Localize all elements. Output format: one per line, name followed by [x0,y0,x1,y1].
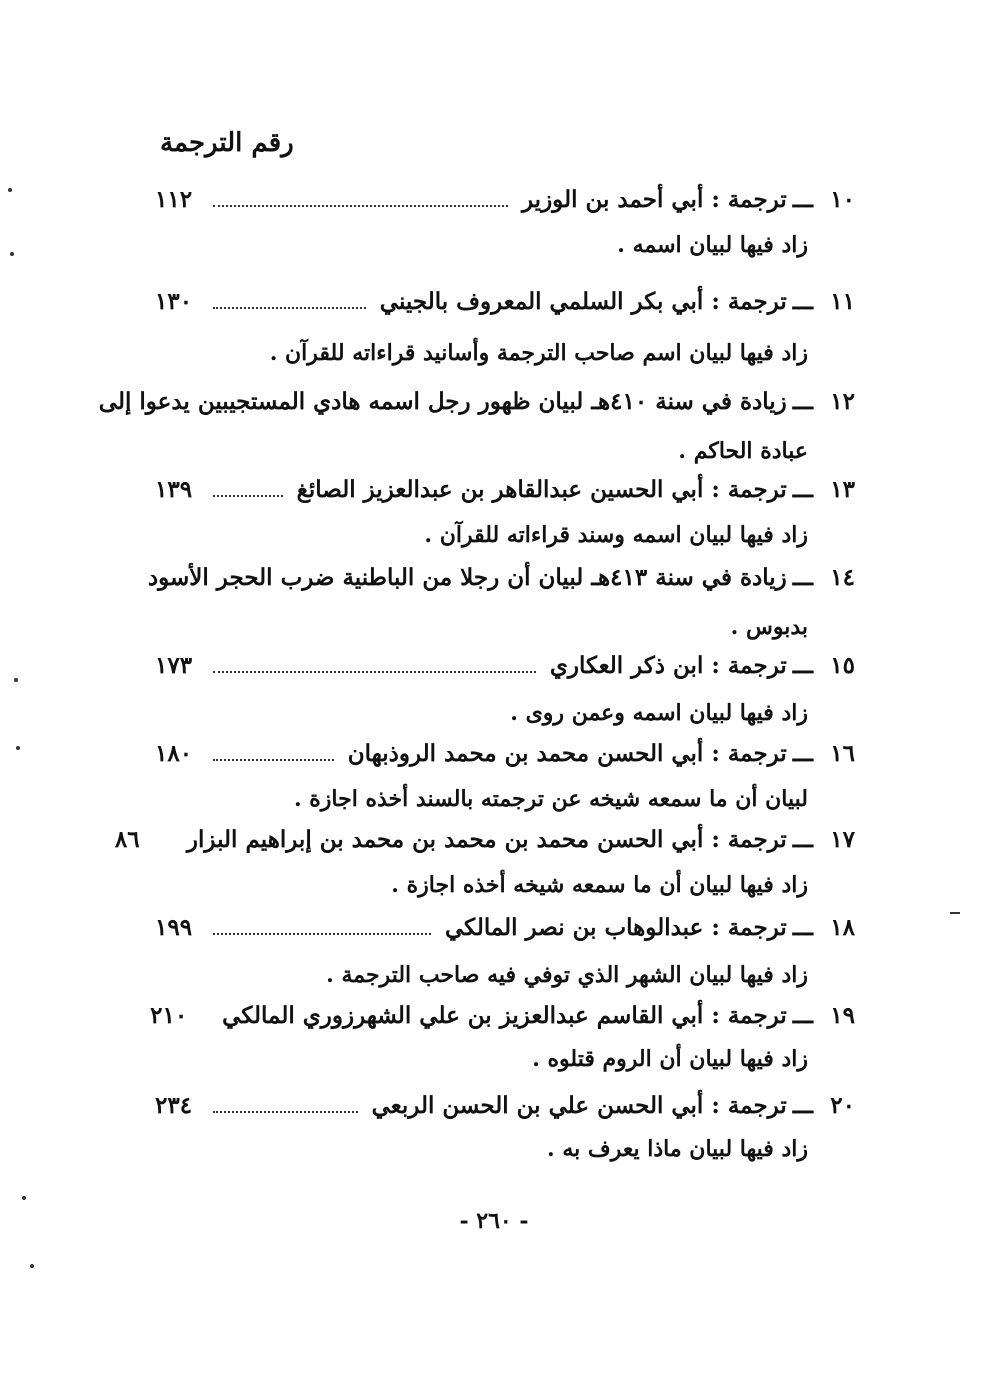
dot-leader [213,1111,358,1113]
entry-dash: ـــ [792,652,813,679]
entry-dash: ـــ [792,1002,813,1029]
entry-page-number: ١٣٩ [155,476,193,503]
dot-leader [213,671,536,673]
dot-leader [213,307,366,309]
entry-text: زيادة في سنة ٤١٠هـ لبيان ظهور رجل اسمه هادي المستجيبين يدعوا إلى [98,388,787,415]
dot-leader [213,933,431,935]
entry-note: زاد فيها لبيان ماذا يعرف به . [547,1136,808,1162]
index-entry [155,740,855,780]
entry-note: زاد فيها لبيان اسمه وعمن روى . [510,700,808,726]
scan-speck [950,912,960,914]
entry-text: ترجمة : أبي الحسن محمد بن محمد الروذبهان [347,740,787,767]
entry-dash: ـــ [792,826,813,853]
entry-text: ترجمة : أبي الحسن علي بن الحسن الربعي [371,1092,787,1119]
entry-text: ترجمة : أبي الحسين عبدالقاهر بن عبدالعزيز الصائغ [296,476,787,503]
entry-number: ١٣ [830,476,855,503]
entry-dash: ـــ [792,740,813,767]
entry-number: ١٤ [830,564,855,591]
entry-number: ١٧ [830,826,855,853]
index-entry [147,564,855,604]
entry-dash: ـــ [792,1092,813,1119]
entry-text: ترجمة : عبدالوهاب بن نصر المالكي [444,914,787,941]
entry-number: ١١ [830,288,855,315]
entry-dash: ـــ [792,186,813,213]
entry-number: ٢٠ [830,1092,855,1119]
entry-note: زاد فيها لبيان اسم صاحب الترجمة وأسانيد قراءاته للقرآن . [269,340,808,366]
entry-dash: ـــ [792,476,813,503]
page-footer-number: - ٢٦٠ - [459,1208,529,1234]
entry-note: زاد فيها لبيان أن ما سمعه شيخه أخذه اجازة . [391,872,808,898]
entry-dash: ـــ [792,564,813,591]
entry-note: بدبوس . [730,614,808,640]
entry-page-number: ١٨٠ [155,740,193,767]
entry-note: زاد فيها لبيان اسمه وسند قراءاته للقرآن . [424,522,808,548]
index-entry [155,186,855,226]
entry-page-number: ١١٢ [155,186,193,213]
page-header-label: رقم الترجمة [160,128,294,158]
entry-text: زيادة في سنة ٤١٣هـ لبيان أن رجلا من الباطنية ضرب الحجر الأسود [147,564,787,591]
entry-text: ترجمة : أبي الحسن محمد بن محمد بن محمد بن إبراهيم البزار [186,826,787,853]
entry-number: ١٥ [830,652,855,679]
entry-page-number: ١٧٣ [155,652,193,679]
entry-dash: ـــ [792,388,813,415]
entry-page-number: ٢٣٤ [155,1092,193,1119]
entry-dash: ـــ [792,914,813,941]
entry-number: ١٨ [830,914,855,941]
scan-speck [8,188,12,192]
index-entry [114,826,855,866]
entry-text: ترجمة : أبي بكر السلمي المعروف بالجيني [379,288,787,315]
scan-speck [22,1196,26,1200]
index-entry [155,1092,855,1132]
entry-note: زاد فيها لبيان اسمه . [617,232,808,258]
dot-leader [213,759,334,761]
entry-dash: ـــ [792,288,813,315]
entry-text: ترجمة : أبي القاسم عبدالعزيز بن علي الشهرزوري المالكي [222,1002,787,1029]
entry-number: ١٦ [830,740,855,767]
scan-speck [10,252,14,256]
index-entry [155,288,855,328]
index-entry [155,652,855,692]
scan-speck [14,678,18,682]
entry-number: ١٢ [830,388,855,415]
entry-note: عبادة الحاكم . [678,438,808,464]
entry-page-number: ١٩٩ [155,914,193,941]
index-entry [155,476,855,516]
entry-text: ترجمة : ابن ذكر العكاري [549,652,787,679]
entry-number: ١٠ [830,186,855,213]
dot-leader [213,205,508,207]
entry-note: لبيان أن ما سمعه شيخه عن ترجمته بالسند أخذه اجازة . [293,786,808,812]
scan-speck [16,746,20,750]
entry-note: زاد فيها لبيان أن الروم قتلوه . [532,1046,808,1072]
entry-number: ١٩ [830,1002,855,1029]
index-entry [150,1002,855,1042]
entry-page-number: ١٣٠ [155,288,193,315]
index-entry [155,914,855,954]
scan-speck [30,1264,34,1268]
entry-page-number: ٢١٠ [150,1002,188,1029]
entry-note: زاد فيها لبيان الشهر الذي توفي فيه صاحب الترجمة . [326,962,808,988]
entry-page-number: ٨٦ [114,826,140,853]
dot-leader [213,495,283,497]
entry-text: ترجمة : أبي أحمد بن الوزير [521,186,787,213]
index-entry [98,388,855,428]
